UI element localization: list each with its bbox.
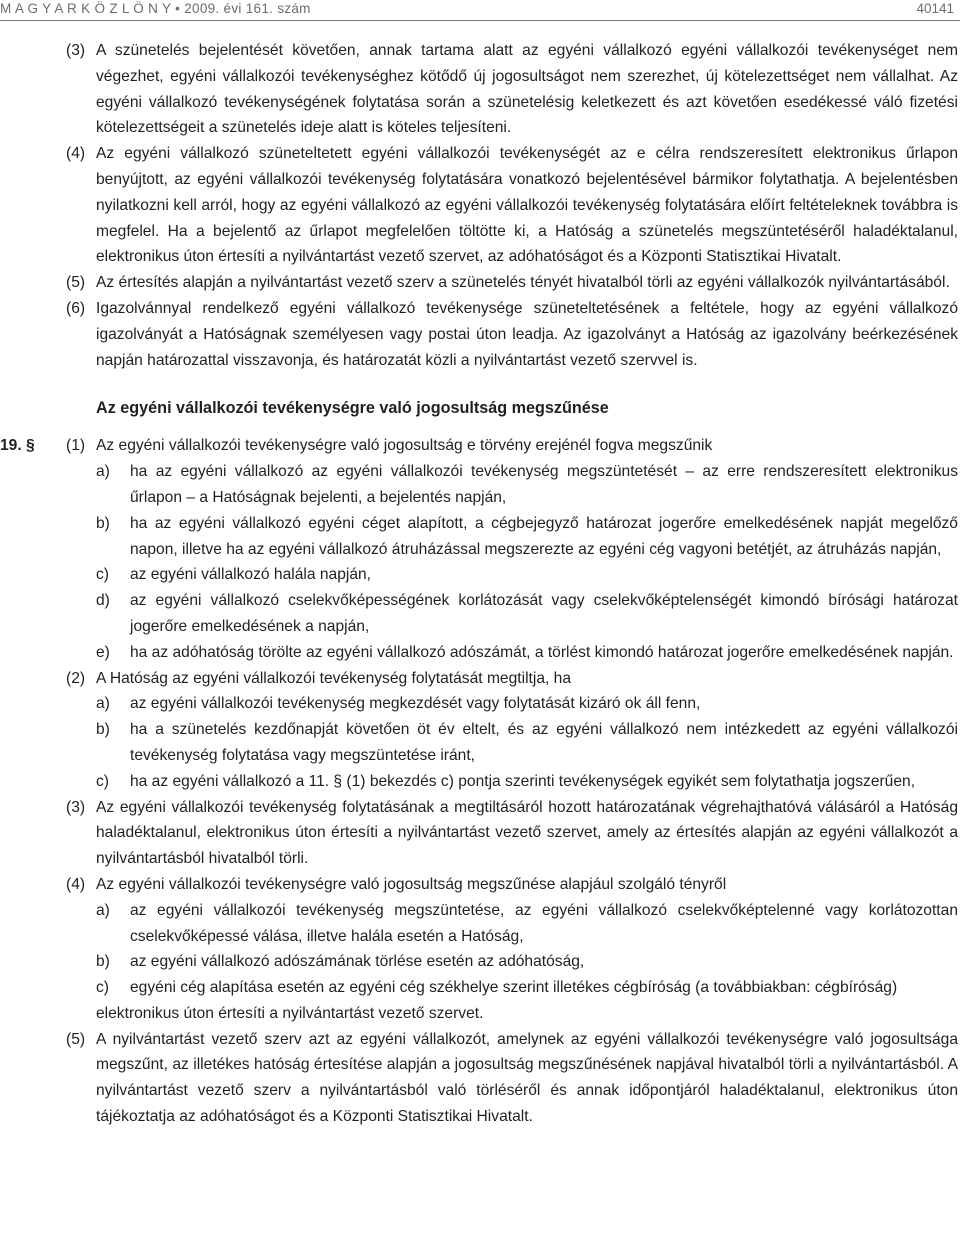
item-text: az egyéni vállalkozói tevékenység megszüntetése, az egyéni vállalkozó cselekvőképtelenné vagy korlátozottan cselekvőképessé válása, illetve halála esetén a Hatóság, [130,901,958,945]
section-title: Az egyéni vállalkozói tevékenységre való jogosultság megszűnése [96,399,609,418]
paragraph-number: (3) [66,798,86,816]
item-text: az egyéni vállalkozói tevékenység megkezdését vagy folytatását kizáró ok áll fenn, [130,695,701,713]
paragraph [0,872,960,898]
list-item [0,640,960,666]
item-letter: d) [96,592,110,610]
item-text: ha az adóhatóság törölte az egyéni vállalkozó adószámát, a törlést kimondó határozat jogerőre emelkedésének napján. [130,643,954,661]
paragraph [0,270,960,296]
paragraph [0,666,960,692]
paragraph-continuation: elektronikus úton értesíti a nyilvántartást vezető szervet. [96,1004,484,1022]
paragraph [0,795,960,872]
item-text: az egyéni vállalkozó halála napján, [130,566,372,584]
paragraph [0,1027,960,1130]
paragraph-number: (1) [66,437,86,455]
item-text: ha a szünetelés kezdőnapját követően öt év eltelt, és az egyéni vállalkozó nem intézkedett az egyéni vállalkozói tevékenység folytatása vagy megszüntetése iránt, [130,721,958,764]
page-number: 40141 [916,1,954,16]
item-text: ha az egyéni vállalkozó egyéni céget alapított, a cégbejegyző határozat jogerőre emelkedésének napját megelőző napon, illetve ha az egyéni vállalkozó átruházással megszerezte az egyéni cég vagyoni betétjét, az átruházás napján, [130,514,958,558]
item-letter: e) [96,643,110,661]
item-letter: b) [96,953,110,971]
paragraph [0,38,960,141]
item-letter: b) [96,514,110,532]
list-item [0,898,960,950]
paragraph-text: A szünetelés bejelentését követően, annak tartama alatt az egyéni vállalkozó egyéni vállalkozói tevékenységet nem végezhet, egyéni vállalkozói tevékenységhez kötődő új jogosultságot nem szerezhet, új kötelezettséget nem vállalhat. Az egyéni vállalkozó tevékenységének folytatása során a szünetelésig keletkezett és azt követően esedékessé váló fizetési kötelezettségeit a szünetelés ideje alatt is köteles teljesíteni. [96,42,958,137]
paragraph-text: Az egyéni vállalkozói tevékenység folytatásának a megtiltásáról hozott határozatának végrehajthatóvá válásáról a Hatóság haladéktalanul, elektronikus úton értesíti a nyilvántartást vezető szervet, amely az értesítés alapján az egyéni vállalkozót a nyilvántartásból hivatalból törli. [96,798,958,868]
list-item [0,975,960,1001]
paragraph-text: A Hatóság az egyéni vállalkozói tevékenység folytatását megtiltja, ha [96,669,572,687]
section-number: 19. § [0,437,35,455]
item-letter: a) [96,463,110,481]
document-body [0,38,960,1130]
paragraph-number: (5) [66,274,86,292]
paragraph-text: Az egyéni vállalkozó szüneteltetett egyéni vállalkozói tevékenységét az e célra rendszeresített elektronikus űrlapon benyújtott, az egyéni vállalkozói tevékenység folytatására vonatkozó bejelentésével bármikor folytathatja. A bejelentésben nyilatkozni kell arról, hogy az egyéni vállalkozó az egyéni vállalkozói tevékenység folytatására előírt feltételeknek továbbra is megfelel. Ha a bejelentő az űrlapot megfelelően töltötte ki, a Hatóság a szünetelés megszüntetéséről haladéktalanul, elektronikus úton értesíti a nyilvántartást vezető szervet, az adóhatóságot és a Központi Statisztikai Hivatalt. [96,145,958,266]
paragraph-text: A nyilvántartást vezető szerv azt az egyéni vállalkozót, amelynek az egyéni vállalkozói tevékenységre való jogosultsága megszűnt, az illetékes hatóság értesítése alapján a jogosultság megszűnésének napjával hivatalból törli a nyilvántartásból. A nyilvántartást vezető szerv a nyilvántartásból való törléséről és annak időpontjáról haladéktalanul, elektronikus úton tájékoztatja az adóhatóságot és a Központi Statisztikai Hivatalt. [96,1030,958,1126]
paragraph [0,141,960,270]
paragraph-number: (4) [66,145,86,163]
list-item [0,691,960,717]
item-letter: c) [96,566,109,584]
item-letter: c) [96,772,109,790]
list-item [0,949,960,975]
list-item [0,562,960,588]
item-letter: a) [96,695,110,713]
item-text: ha az egyéni vállalkozó a 11. § (1) bekezdés c) pontja szerinti tevékenységek egyikét sem folytathatja jogszerűen, [130,772,916,790]
item-text: az egyéni vállalkozó adószámának törlése esetén az adóhatóság, [130,953,585,971]
list-item [0,717,960,769]
journal-title: M A G Y A R K Ö Z L Ö N Y • 2009. évi 161. szám [0,1,311,16]
item-text: ha az egyéni vállalkozó az egyéni vállalkozói tevékenység megszüntetését – az erre rendszeresített elektronikus űrlapon – a Hatóságnak bejelenti, a bejelentés napján, [130,463,958,506]
paragraph-text: Az értesítés alapján a nyilvántartást vezető szerv a szünetelés tényét hivatalból törli az egyéni vállalkozók nyilvántartásából. [96,274,950,292]
paragraph-text: Az egyéni vállalkozói tevékenységre való jogosultság megszűnése alapjául szolgáló tényről [96,875,727,893]
paragraph-number: (2) [66,669,86,687]
item-text: az egyéni vállalkozó cselekvőképességének korlátozását vagy cselekvőképtelenségét kimondó bírósági határozat jogerőre emelkedésének a napján, [130,592,958,635]
paragraph-text: Az egyéni vállalkozói tevékenységre való jogosultság e törvény erejénél fogva megszűnik [96,437,713,455]
paragraph-number: (4) [66,875,86,893]
paragraph [0,433,960,459]
paragraph-text: Igazolvánnyal rendelkező egyéni vállalkozó tevékenysége szüneteltetésének a feltétele, hogy az egyéni vállalkozó igazolványát a Hatóságnak személyesen vagy postai úton leadja. Az igazolványt a Hatóság az igazolvány beérkezésének napján határozattal visszavonja, és határozatát közli a nyilvántartást vezető szervvel is. [96,299,958,369]
header-rule [0,20,960,21]
paragraph-number: (5) [66,1030,86,1048]
page-header [0,0,960,26]
list-item [0,459,960,511]
list-item [0,588,960,640]
list-item [0,769,960,795]
item-text: egyéni cég alapítása esetén az egyéni cég székhelye szerint illetékes cégbíróság (a továbbiakban: cégbíróság) [130,979,898,997]
item-letter: b) [96,721,110,739]
item-letter: a) [96,901,110,919]
paragraph [0,296,960,373]
list-item [0,511,960,563]
paragraph-number: (3) [66,42,86,59]
paragraph-number: (6) [66,299,86,317]
item-letter: c) [96,979,109,997]
